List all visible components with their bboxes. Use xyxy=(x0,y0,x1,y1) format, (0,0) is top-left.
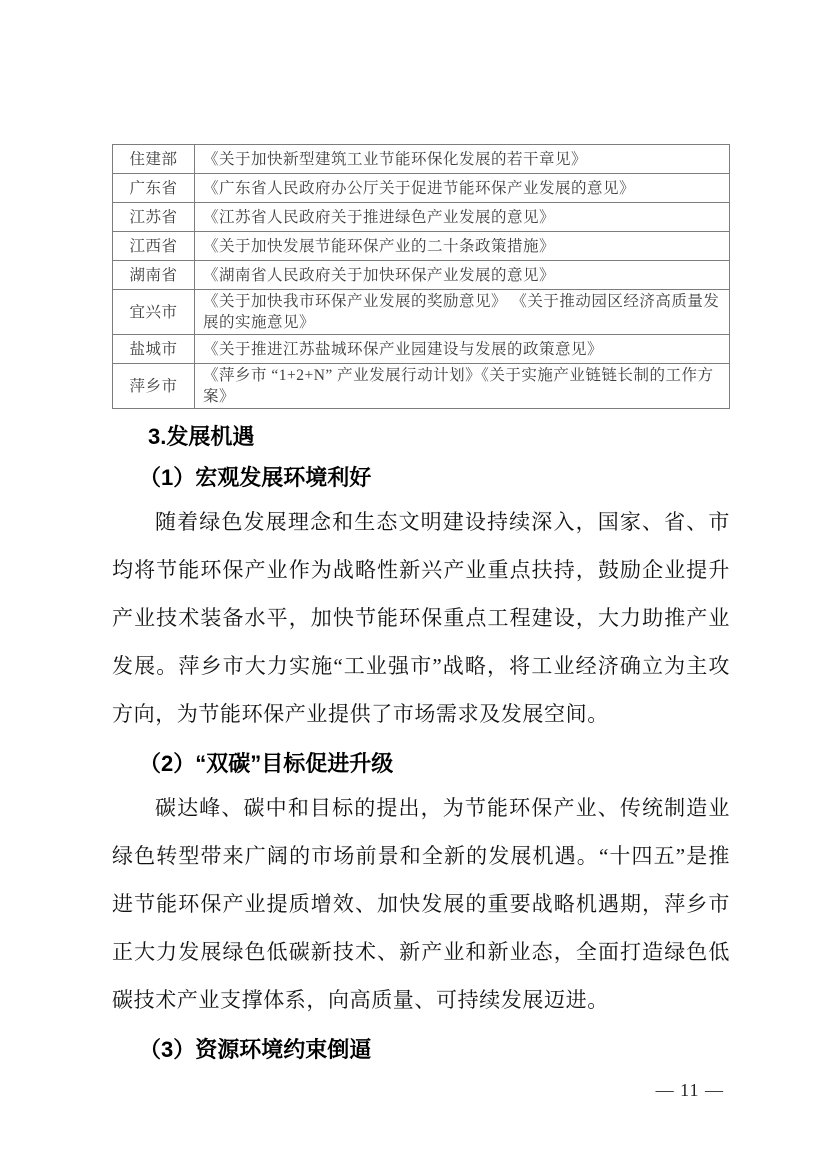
subsection-2-paragraph: 碳达峰、碳中和目标的提出，为节能环保产业、传统制造业绿色转型带来广阔的市场前景和全新的发展机遇。“十四五”是推进节能环保产业提质增效、加快发展的重要战略机遇期，萍乡市正大力发展绿色低碳新技术、新产业和新业态，全面打造绿色低碳技术产业支撑体系，向高质量、可持续发展迈进。 xyxy=(112,796,730,1012)
table-cell-policy: 《萍乡市 “1+2+N” 产业发展行动计划》《关于实施产业链链长制的工作方案》 xyxy=(195,364,730,409)
subsection-1-paragraph: 随着绿色发展理念和生态文明建设持续深入，国家、省、市均将节能环保产业作为战略性新兴产业重点扶持，鼓励企业提升产业技术装备水平，加快节能环保重点工程建设，大力助推产业发展。萍乡市大力实施“工业强市”战略，将工业经济确立为主攻方向，为节能环保产业提供了市场需求及发展空间。 xyxy=(112,510,730,726)
table-cell-org: 萍乡市 xyxy=(113,364,195,409)
table-row xyxy=(113,335,730,364)
table-cell-org: 盐城市 xyxy=(113,335,195,364)
table-cell-policy: 《关于加快发展节能环保产业的二十条政策措施》 xyxy=(195,232,730,261)
table-row xyxy=(113,232,730,261)
document-page-content xyxy=(112,144,730,1065)
table-cell-org: 广东省 xyxy=(113,174,195,203)
table-row xyxy=(113,261,730,290)
table-cell-org: 湖南省 xyxy=(113,261,195,290)
table-cell-policy: 《湖南省人民政府关于加快环保产业发展的意见》 xyxy=(195,261,730,290)
table-row xyxy=(113,364,730,409)
subsection-1-title: （1）宏观发展环境利好 xyxy=(139,465,372,490)
section-heading-development-opportunities: 3.发展机遇 xyxy=(148,424,255,449)
table-cell-policy: 《关于加快我市环保产业发展的奖励意见》 《关于推动园区经济高质量发展的实施意见》 xyxy=(195,290,730,335)
table-cell-org: 江西省 xyxy=(113,232,195,261)
policy-table xyxy=(112,144,730,409)
subsection-2-title: （2）“双碳”目标促进升级 xyxy=(139,751,394,776)
table-row xyxy=(113,174,730,203)
table-cell-policy: 《关于推进江苏盐城环保产业园建设与发展的政策意见》 xyxy=(195,335,730,364)
table-cell-policy: 《广东省人民政府办公厅关于促进节能环保产业发展的意见》 xyxy=(195,174,730,203)
table-row xyxy=(113,290,730,335)
table-row xyxy=(113,203,730,232)
subsection-3-title: （3）资源环境约束倒逼 xyxy=(139,1037,372,1062)
page-number: — 11 — xyxy=(655,1080,724,1100)
table-cell-org: 宜兴市 xyxy=(113,290,195,335)
table-cell-policy: 《关于加快新型建筑工业节能环保化发展的若干章见》 xyxy=(195,145,730,174)
table-cell-org: 住建部 xyxy=(113,145,195,174)
table-row xyxy=(113,145,730,174)
table-cell-org: 江苏省 xyxy=(113,203,195,232)
table-cell-policy: 《江苏省人民政府关于推进绿色产业发展的意见》 xyxy=(195,203,730,232)
